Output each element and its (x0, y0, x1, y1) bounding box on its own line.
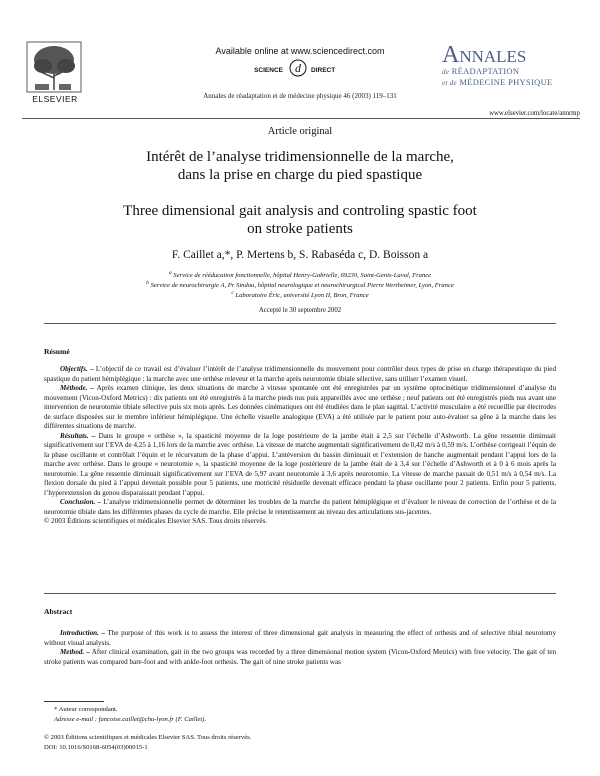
paragraph-label: Résultats. – (60, 431, 96, 440)
affiliation-text: Service de neurochirurgie A, Pr Sindou, hôpital neurologique et neurochirurgical Pierre Wertheimer, Lyon, France (150, 282, 454, 290)
journal-logo-line2-text: MÉDECINE PHYSIQUE (459, 77, 553, 87)
author-list: F. Caillet a,*, P. Mertens b, S. Rabaséda c, D. Boisson a (171, 249, 429, 261)
accepted-date: Accepté le 30 septembre 2002 (258, 307, 342, 314)
abstract-heading: Abstract (44, 607, 73, 616)
elsevier-tree-logo (25, 40, 83, 102)
title-english-line: on stroke patients (247, 221, 353, 237)
affiliation (60, 270, 540, 279)
affiliation (60, 280, 540, 289)
abstract-method (44, 648, 556, 667)
paragraph-label: Conclusion. – (60, 498, 102, 506)
resume-methode (44, 384, 556, 432)
journal-logo-line1-text: RÉADAPTATION (451, 66, 520, 76)
title-french (60, 148, 540, 184)
affiliation-text: Laboratoire Éric, université Lyon II, Bron, France (235, 292, 369, 300)
resume-body (44, 365, 556, 527)
paragraph-text: After clinical examination, gait in the two groups was recorded by a three dimensional motion system (Vicon-Oxford Metrics) with free velocity. The gait of ten stroke patients was compared bare-foot and with ankle-foot orthesis. The gait of nine stroke patients was (44, 648, 557, 666)
svg-text:DIRECT: DIRECT (311, 67, 336, 74)
available-online-text[interactable]: Available online at www.sciencedirect.com (215, 46, 385, 56)
footnote-divider (44, 701, 104, 702)
affiliation (60, 290, 540, 299)
sciencedirect-logo[interactable] (245, 58, 355, 78)
paragraph-text: L’analyse tridimensionnelle permet de déterminer les troubles de la marche du patient hémiplégique et d’évaluer le niveau de correction de l’orthèse et de la neurotomie tibiale dans les différentes phases du cycle de marche. Elle précise le retentissement au niveau des articulations sus-jacentes. (44, 498, 557, 516)
paragraph-text: Dans le groupe « orthèse », la spasticité moyenne de la loge postérieure de la jambe était à 2,5 sur l’échelle d’Ashworth. La gêne ressentie diminuait significativement sur l’EVA de 4,25 à 1,16 lors de la marche avec orthèse. La vitesse de marche augmentait significativement de 0,42 m/s à 0,59 m/s. L’orthèse corrigeait l’équin de la phase oscillante et contrôlait l’équin et le récurvatum de la phase d’appui. L’antéversion du bassin diminuait et l’extension de hanche augmentait pendant l’appui lors de la marche avec orthèse. Dans le groupe « neurotomie », la spasticité moyenne de la loge postérieure de la jambe était de à 3,4 sur l’échelle d’Ashworth et à 0 à 6 mois après la neurotomie. La gêne ressentie diminuait significativement sur l’EVA de 5,97 avant neurotomie à 3,6 après neurotomie. La vitesse de marche passait de 0,51 m/s à 0,54 m/s. La flexion dorsale du pied à l’appui devenait possible pour 5 patients, une motricité résiduelle devenait efficace pendant la phase oscillante pour 2 patients. Enfin pour 5 patients, l’hyperextension du genou disparaissait pendant l’appui. (44, 431, 557, 497)
resume-copyright: © 2003 Éditions scientifiques et médicales Elsevier SAS. Tous droits réservés. (44, 517, 268, 525)
journal-logo-line1-prefix: de (442, 68, 450, 76)
journal-citation: Annales de réadaptation et de médecine physique 46 (2003) 119–131 (203, 92, 397, 100)
affiliation-text: Service de rééducation fonctionnelle, hôpital Henry-Gabrielle, 69230, Saint-Genis-Laval, France (173, 272, 432, 280)
svg-text:d: d (295, 61, 301, 75)
section-divider (44, 323, 556, 324)
resume-objectifs (44, 365, 556, 384)
doi[interactable]: DOI: 10.1016/S0168-6054(03)00015-1 (44, 744, 148, 751)
paragraph-label: Method. – (60, 648, 90, 656)
title-english-line: Three dimensional gait analysis and controling spastic foot (123, 203, 477, 219)
journal-url[interactable]: www.elsevier.com/locate/annrmp (489, 110, 580, 117)
title-english (60, 202, 540, 238)
section-divider (44, 593, 556, 594)
email-footnote[interactable]: Adresse e-mail : fancoise.caillet@chu-lyon.fr (F. Caillet). (54, 716, 207, 723)
header-divider (22, 118, 580, 119)
title-french-line: Intérêt de l’analyse tridimensionnelle de la marche, (146, 149, 454, 165)
journal-logo (442, 44, 577, 104)
resume-heading: Résumé (44, 347, 70, 356)
title-french-line: dans la prise en charge du pied spastique (177, 167, 423, 183)
paragraph-label: Objectifs. – (60, 365, 94, 373)
abstract-introduction (44, 629, 556, 648)
sciencedirect-logo-graphic (245, 58, 355, 78)
journal-logo-title: Annales (442, 42, 527, 68)
abstract-body (44, 629, 556, 667)
paragraph-text: The purpose of this work is to assess the interest of three dimensional gait analysis in measuring the effect of orthesis and of selective tibial neurotomy without visual analysis. (44, 629, 556, 647)
author-footnote: * Auteur correspondant. (54, 706, 118, 713)
paragraph-text: Après examen clinique, les deux situations de marche à vitesse spontanée ont été enregistrées par un système optocinétique tridimensionnel d’analyse du mouvement (Vicon-Oxford Metrics) : dix patients ont été enregistrés à la marche pieds nus puis appareillés avec une orthèse ; neuf patients ont été enregistrés pieds nus avant une intervention de neurotomie tibiale sélective puis six mois après. Les données cinématiques ont été étudiées dans le plan sagittal. L’activité musculaire a été recueillie par électrodes de surface disposées sur le membre inférieur hémiplégique. Une échelle visuelle analogique (EVA) a été utilisée par le patient pour auto-évaluer sa gêne à la marche dans les différentes situations de marche. (44, 384, 556, 430)
affiliation-marker: c (231, 290, 234, 296)
resume-resultats (44, 432, 556, 499)
journal-logo-line2 (442, 77, 577, 88)
footer-copyright: © 2003 Éditions scientifiques et médicales Elsevier SAS. Tous droits réservés. (44, 734, 252, 741)
journal-logo-line2-prefix: et de (442, 79, 457, 87)
paragraph-label: Méthode. – (60, 384, 94, 392)
resume-conclusion (44, 498, 556, 517)
affiliation-marker: a (168, 270, 172, 276)
paragraph-text: L’objectif de ce travail est d’évaluer l’intérêt de l’analyse tridimensionnelle du mouvement pour contrôler deux types de prise en charge thérapeutique du pied spastique du patient hémiplégique : la marche avec une orthèse releveur et la marche après neurotomie tibiale sélective, sans utiliser l’examen visuel. (44, 365, 556, 383)
paragraph-label: Introduction. – (60, 629, 105, 637)
svg-text:SCIENCE: SCIENCE (254, 67, 283, 74)
article-type: Article original (267, 126, 333, 137)
journal-logo-line1 (442, 66, 577, 77)
affiliation-marker: b (146, 280, 149, 286)
publisher-wordmark: ELSEVIER (32, 94, 78, 104)
